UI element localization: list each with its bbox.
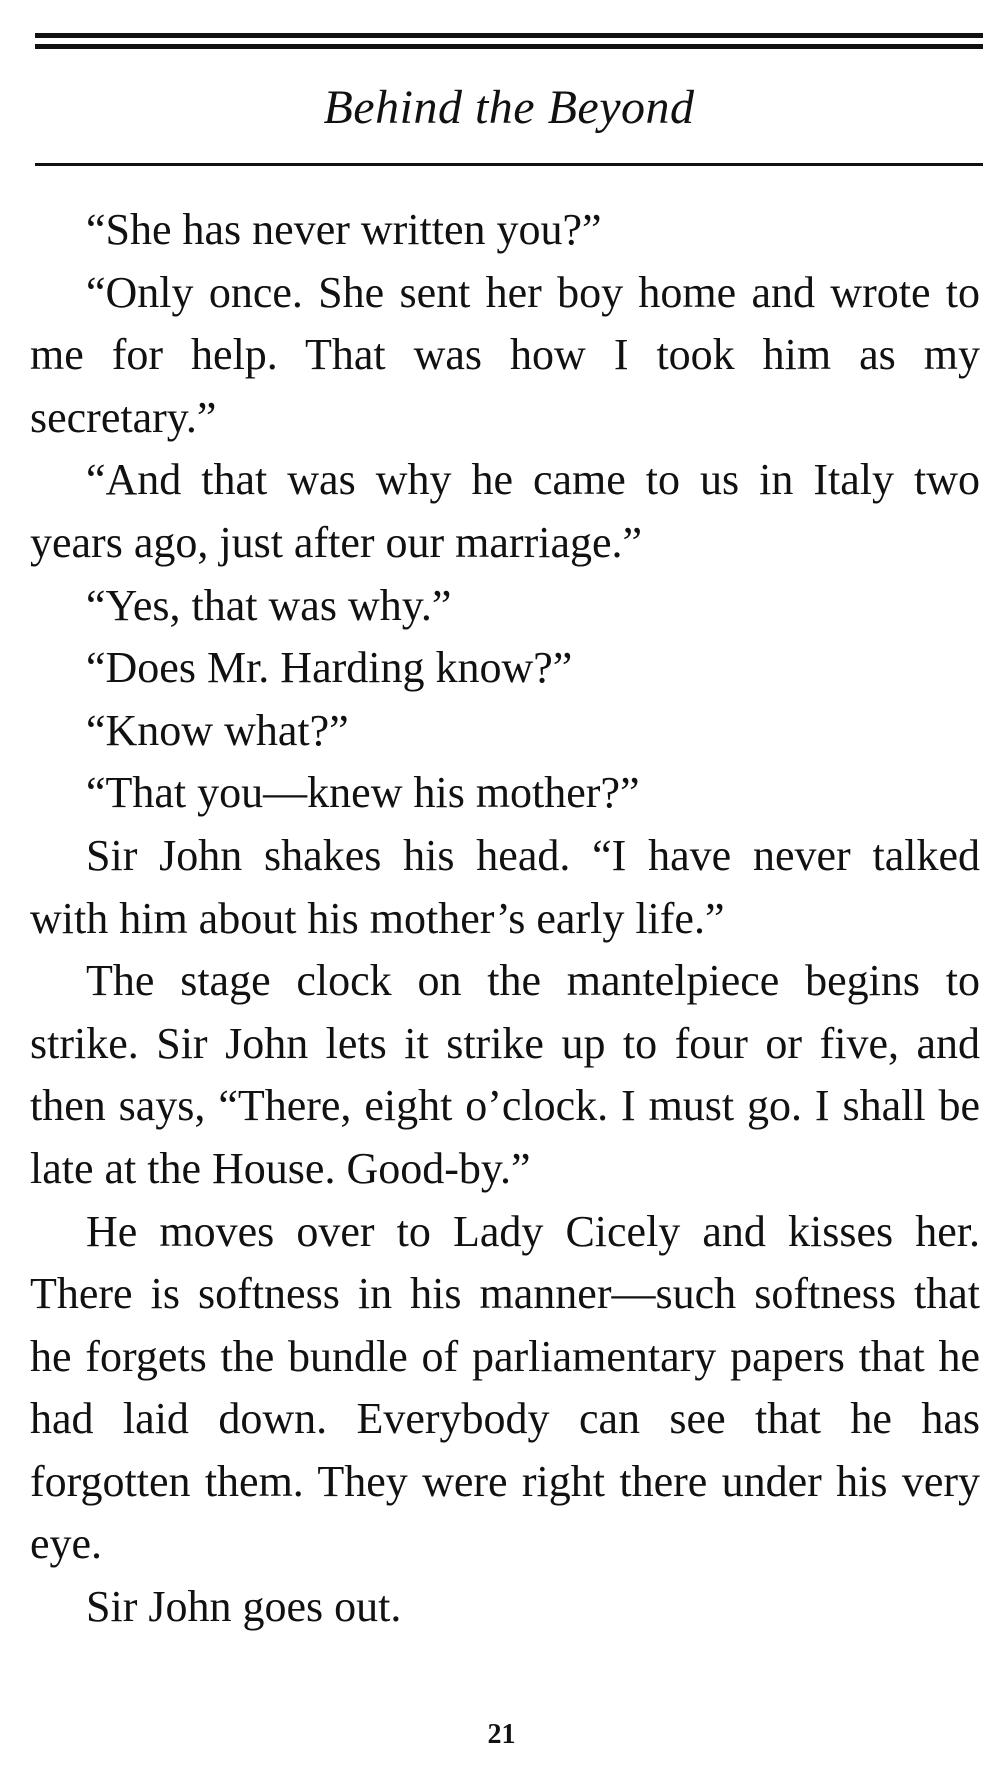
paragraph: “And that was why he came to us in Italy two years ago, just after our marriage.” (30, 455, 980, 567)
body-text (30, 199, 980, 1639)
paragraph: “Only once. She sent her boy home and wrote to me for help. That was how I took him as my secretary.” (30, 267, 980, 442)
paragraph: Sir John shakes his head. “I have never talked with him about his mother’s early life.” (30, 830, 980, 943)
paragraph: Sir John goes out. (86, 1582, 402, 1632)
paragraph: “Know what?” (86, 705, 349, 755)
running-title: Behind the Beyond (323, 81, 695, 134)
paragraph: “Yes, that was why.” (86, 580, 452, 630)
paragraph: “Does Mr. Harding know?” (86, 643, 573, 693)
paragraph: “She has never written you?” (86, 205, 602, 254)
top-rule-lower (35, 44, 983, 49)
page-number: 21 (487, 1719, 516, 1750)
header-rule (35, 163, 983, 166)
paragraph: He moves over to Lady Cicely and kisses her. There is softness in his manner—such softness that he forgets the bundle of parliamentary papers that he had laid down. Everybody can see that he has forgotten them. They were right there under his very eye. (30, 1206, 980, 1569)
paragraph: “That you—knew his mother?” (86, 768, 640, 818)
paragraph: The stage clock on the mantelpiece begins to strike. Sir John lets it strike up to four or five, and then says, “There, eight o’clock. I must go. I shall be late at the House. Good-by.” (30, 956, 980, 1193)
top-rule-upper (35, 33, 983, 38)
